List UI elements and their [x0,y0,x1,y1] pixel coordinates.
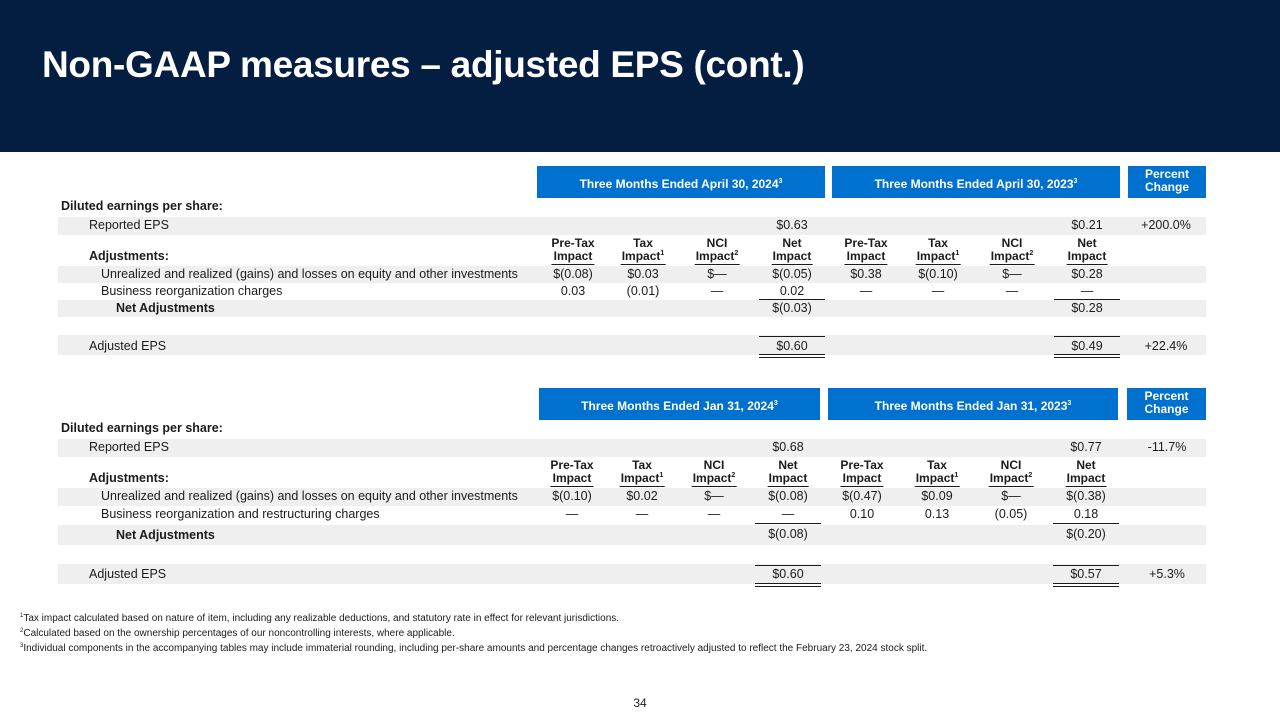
footnote-ref: 1 [659,472,664,479]
reported-eps-current: $0.63 [776,218,808,232]
cell: $0.09 [921,489,953,503]
pct-line2: Change [1144,402,1189,416]
col-net [1067,237,1108,265]
cell: — [1005,284,1019,298]
band-net-adj [58,525,1206,545]
cell: — [707,507,721,521]
period-header-prior [828,388,1118,420]
reported-eps-label: Reported EPS [89,440,169,454]
col-nci [990,237,1035,265]
cell: $(0.47) [842,489,882,503]
adjusted-eps-current: $0.60 [772,567,804,581]
row-label: Unrealized and realized (gains) and losses on equity and other investments [101,489,518,503]
footnote-ref: 3 [1067,400,1072,407]
net-adjustments-prior: $(0.20) [1066,527,1106,541]
reported-eps-label: Reported EPS [89,218,169,232]
subtotal-rule [755,523,821,524]
cell: 0.13 [924,507,950,521]
footnote-ref: 3 [773,400,778,407]
col-line2: Impact [620,471,660,485]
col-line2: Impact [1066,471,1106,485]
col-line1: Net [782,236,802,250]
col-line1: Tax [632,458,652,472]
pct-line2: Change [1144,180,1189,194]
col-tax [621,237,666,265]
cell: 0.10 [849,507,875,521]
footnote-ref: 3 [1073,178,1078,185]
cell: 0.03 [560,284,586,298]
footnote-number: 3 [20,643,24,649]
col-tax [915,459,960,487]
footnote-ref: 1 [660,250,665,257]
col-line1: Pre-Tax [840,458,884,472]
col-line1: Tax [633,236,653,250]
footnote-ref: 2 [731,472,736,479]
double-underline [759,354,825,358]
reported-eps-current: $0.68 [772,440,804,454]
col-line1: NCI [1000,458,1022,472]
net-adjustments-label: Net Adjustments [116,528,215,542]
cell: $0.28 [1071,267,1103,281]
col-line2: Impact [916,249,956,263]
col-line1: NCI [1001,236,1023,250]
col-line2: Impact [990,249,1030,263]
total-rule [1053,565,1119,566]
cell: $— [1002,267,1022,281]
cell: (0.05) [994,507,1028,521]
footnote-3 [20,643,927,655]
cell: $(0.38) [1066,489,1106,503]
cell: $— [704,489,724,503]
double-underline [1054,354,1120,358]
col-line1: Pre-Tax [844,236,888,250]
pct-line1: Percent [1144,389,1189,403]
double-underline [1053,583,1119,587]
adjusted-eps-pct: +5.3% [1149,567,1185,581]
col-line1: Net [1076,458,1096,472]
col-line2: Impact [772,249,812,263]
col-tax [620,459,665,487]
cell: — [635,507,649,521]
col-nci [692,459,737,487]
subtotal-rule [759,299,825,300]
footnote-ref: 3 [778,178,783,185]
adjusted-eps-prior: $0.49 [1071,339,1103,353]
cell: — [565,507,579,521]
col-line1: Tax [928,236,948,250]
footnote-ref: 1 [954,472,959,479]
col-pretax [550,459,593,487]
col-line1: Tax [927,458,947,472]
band-adjusted [58,335,1206,355]
cell: $0.02 [626,489,658,503]
col-net [1066,459,1107,487]
pct-line1: Percent [1144,167,1190,181]
cell: $— [707,267,727,281]
col-line1: NCI [706,236,728,250]
cell: $(0.10) [918,267,958,281]
col-line2: Impact [550,472,593,487]
col-line1: Net [778,458,798,472]
diluted-eps-label: Diluted earnings per share: [61,421,223,435]
title-banner [0,0,1280,152]
col-line2: Impact [551,250,594,265]
adjusted-eps-current: $0.60 [776,339,808,353]
col-line2: Impact [695,249,735,263]
adjusted-eps-prior: $0.57 [1070,567,1102,581]
col-line1: Pre-Tax [551,236,595,250]
col-line2: Impact [768,471,808,485]
col-line2: Impact [840,472,883,487]
cell: — [859,284,873,298]
footnote-ref: 1 [955,250,960,257]
band-reported [58,439,1206,457]
percent-change-header [1127,388,1206,420]
footnote-ref: 2 [734,250,739,257]
double-underline [755,583,821,587]
footnote-number: 2 [20,628,24,634]
subtotal-rule [1054,299,1120,300]
row-label: Business reorganization and restructuring charges [101,507,380,521]
col-nci [989,459,1034,487]
footnote-number: 1 [20,613,24,619]
adjusted-eps-label: Adjusted EPS [89,339,167,353]
footnote-1 [20,613,619,625]
col-line1: NCI [703,458,725,472]
footnote-text: Individual components in the accompanying tables may include immaterial rounding, including per-share amounts and percentage changes retroactively adjusted to reflect the February 23, 2024 stock split. [23,643,928,654]
cell: $0.38 [850,267,882,281]
footnote-ref: 2 [1029,250,1034,257]
diluted-eps-label: Diluted earnings per share: [61,199,223,213]
subtotal-rule [1053,523,1119,524]
cell: — [710,284,724,298]
period-label: Three Months Ended April 30, 2023 [874,177,1074,191]
row-label: Unrealized and realized (gains) and losses on equity and other investments [101,267,518,281]
reported-eps-pct: -11.7% [1147,440,1187,454]
cell: 0.18 [1073,507,1099,521]
reported-eps-prior: $0.21 [1071,218,1103,232]
period-header-current [539,388,820,420]
total-rule [755,565,821,566]
reported-eps-pct: +200.0% [1141,218,1191,232]
adjustments-label: Adjustments: [89,249,169,263]
footnote-text: Calculated based on the ownership percentages of our noncontrolling interests, where applicable. [23,628,455,639]
adjusted-eps-pct: +22.4% [1144,339,1188,353]
row-label: Business reorganization charges [101,284,283,298]
cell: — [931,284,945,298]
total-rule [1054,336,1120,337]
col-line2: Impact [915,471,955,485]
page-number: 34 [633,696,647,710]
col-pretax [551,237,594,265]
cell: $(0.08) [553,267,593,281]
col-tax [916,237,961,265]
col-line2: Impact [621,249,661,263]
col-line2: Impact [989,471,1029,485]
period-header-current [537,166,825,198]
net-adjustments-current: $(0.08) [768,527,808,541]
period-label: Three Months Ended Jan 31, 2023 [874,399,1068,413]
col-line2: Impact [844,250,887,265]
col-pretax [844,237,887,265]
period-header-prior [832,166,1120,198]
cell: 0.02 [779,284,805,298]
footnote-2 [20,628,455,640]
reported-eps-prior: $0.77 [1070,440,1102,454]
cell: $0.03 [627,267,659,281]
col-net [768,459,809,487]
col-line2: Impact [1067,249,1107,263]
cell: $(0.08) [768,489,808,503]
col-nci [695,237,740,265]
col-pretax [840,459,883,487]
percent-change-header [1128,166,1206,198]
cell: $(0.05) [772,267,812,281]
period-label: Three Months Ended April 30, 2024 [579,177,779,191]
net-adjustments-label: Net Adjustments [116,301,215,315]
col-net [772,237,813,265]
footnote-ref: 2 [1028,472,1033,479]
cell: — [781,507,795,521]
band-net-adj [58,300,1206,317]
page-title: Non-GAAP measures – adjusted EPS (cont.) [42,44,805,85]
cell: $— [1001,489,1021,503]
band-adjusted [58,564,1206,584]
adjusted-eps-label: Adjusted EPS [89,567,167,581]
col-line1: Pre-Tax [550,458,594,472]
footnote-text: Tax impact calculated based on nature of item, including any realizable deductions, and statutory rate in effect for relevant jurisdictions. [23,613,620,624]
cell: $(0.10) [552,489,592,503]
total-rule [759,336,825,337]
period-label: Three Months Ended Jan 31, 2024 [581,399,774,413]
col-line1: Net [1077,236,1097,250]
net-adjustments-current: $(0.03) [772,301,812,315]
band-reported [58,217,1206,235]
adjustments-label: Adjustments: [89,471,169,485]
cell: — [1080,284,1094,298]
col-line2: Impact [692,471,732,485]
cell: (0.01) [626,284,660,298]
net-adjustments-prior: $0.28 [1071,301,1103,315]
